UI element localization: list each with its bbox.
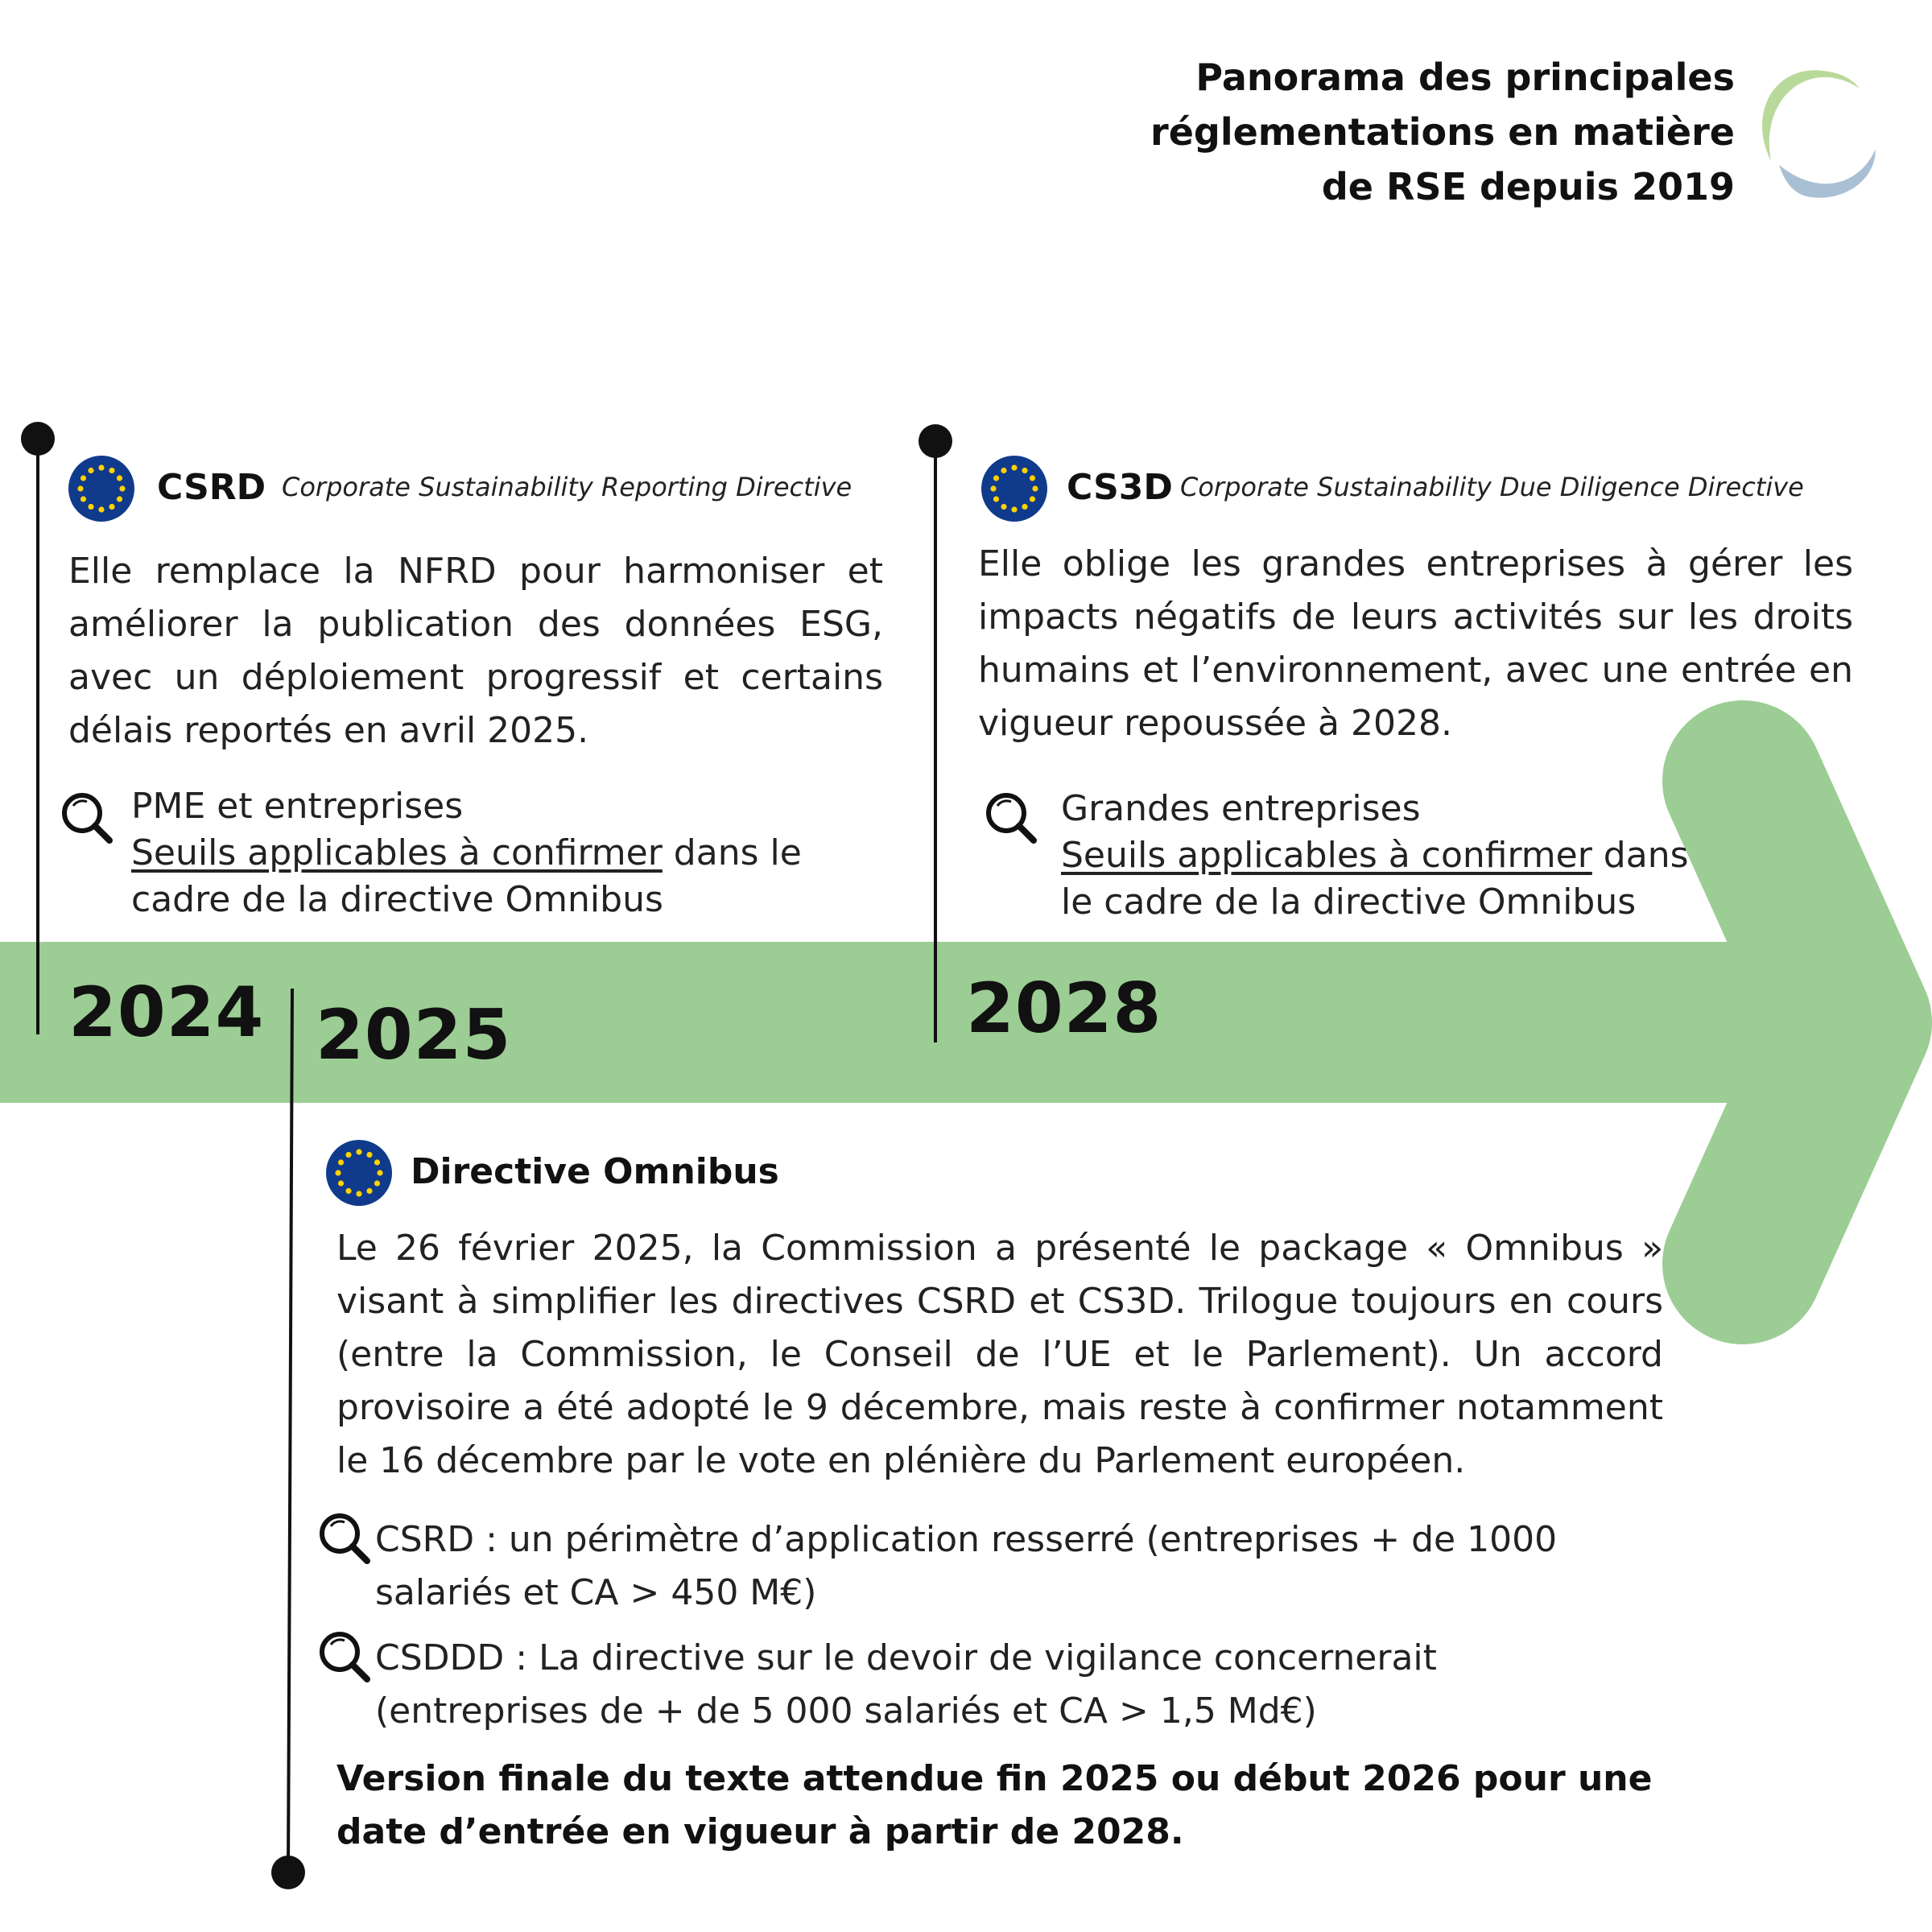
csrd-full-name: Corporate Sustainability Reporting Directive xyxy=(282,472,852,502)
cs3d-full-name: Corporate Sustainability Due Diligence Directive xyxy=(1180,472,1804,502)
cs3d-threshold xyxy=(1061,832,1721,926)
eu-flag-icon xyxy=(68,456,134,522)
magnifier-icon xyxy=(322,1634,367,1679)
cs3d-title: CS3D xyxy=(1067,467,1173,508)
cs3d-scope-note xyxy=(1061,786,1721,926)
csrd-threshold-link[interactable]: Seuils applicables à confirmer xyxy=(131,832,663,873)
omnibus-final-note: Version finale du texte attendue fin 2025 ou début 2026 pour une date d’entrée en vigueur à partir de 2028. xyxy=(336,1758,1653,1852)
eu-flag-icon xyxy=(981,456,1047,522)
csrd-scope-note xyxy=(131,783,856,923)
omnibus-title: Directive Omnibus xyxy=(411,1151,779,1192)
magnifier-icon xyxy=(322,1516,367,1561)
year-2028: 2028 xyxy=(966,968,1162,1049)
cs3d-threshold-rest: dans le cadre de la directive Omnibus xyxy=(1061,835,1689,923)
csrd-scope: PME et entreprises xyxy=(131,786,464,827)
omnibus-description: Le 26 février 2025, la Commission a présenté le package « Omnibus » visant à simplifier les directives CSRD et CS3D. Trilogue toujours en cours (entre la Commission, le Conseil de l’UE et le Parlement). Un accord provisoire a été adopté le 9 décembre, mais reste à confirmer notamment le 16 décembre par le vote en plénière du Parlement européen. xyxy=(336,1228,1663,1481)
omnibus-point-csrd: CSRD : un périmètre d’application resserré (entreprises + de 1000 salariés et CA > 450 M€) xyxy=(375,1519,1558,1613)
page-title xyxy=(1010,50,1735,214)
title-line: de RSE depuis 2019 xyxy=(1321,165,1735,208)
cs3d-scope: Grandes entreprises xyxy=(1061,788,1421,829)
csrd-threshold xyxy=(131,830,856,923)
magnifier-icon xyxy=(989,795,1034,840)
omnibus-point-csddd: CSDDD : La directive sur le devoir de vigilance concernerait (entreprises de + de 5 000 salariés et CA > 1,5 Md€) xyxy=(375,1637,1437,1732)
year-2025: 2025 xyxy=(316,995,512,1075)
title-line: Panorama des principales xyxy=(1195,56,1735,99)
logo-icon xyxy=(1762,70,1876,197)
magnifier-icon xyxy=(64,795,109,840)
year-2024: 2024 xyxy=(68,972,265,1053)
eu-flag-icon xyxy=(326,1140,392,1206)
csrd-threshold-rest: dans le cadre de la directive Omnibus xyxy=(131,832,802,920)
title-line: réglementations en matière xyxy=(1150,110,1735,154)
csrd-description: Elle remplace la NFRD pour harmoniser et améliorer la publication des données ESG, avec un déploiement progressif et certains délais reportés en avril 2025. xyxy=(68,551,883,751)
cs3d-description: Elle oblige les grandes entreprises à gérer les impacts négatifs de leurs activités sur les droits humains et l’environnement, avec une entrée en vigueur repoussée à 2028. xyxy=(978,543,1853,744)
cs3d-threshold-link[interactable]: Seuils applicables à confirmer xyxy=(1061,835,1592,876)
csrd-title: CSRD xyxy=(157,467,266,508)
